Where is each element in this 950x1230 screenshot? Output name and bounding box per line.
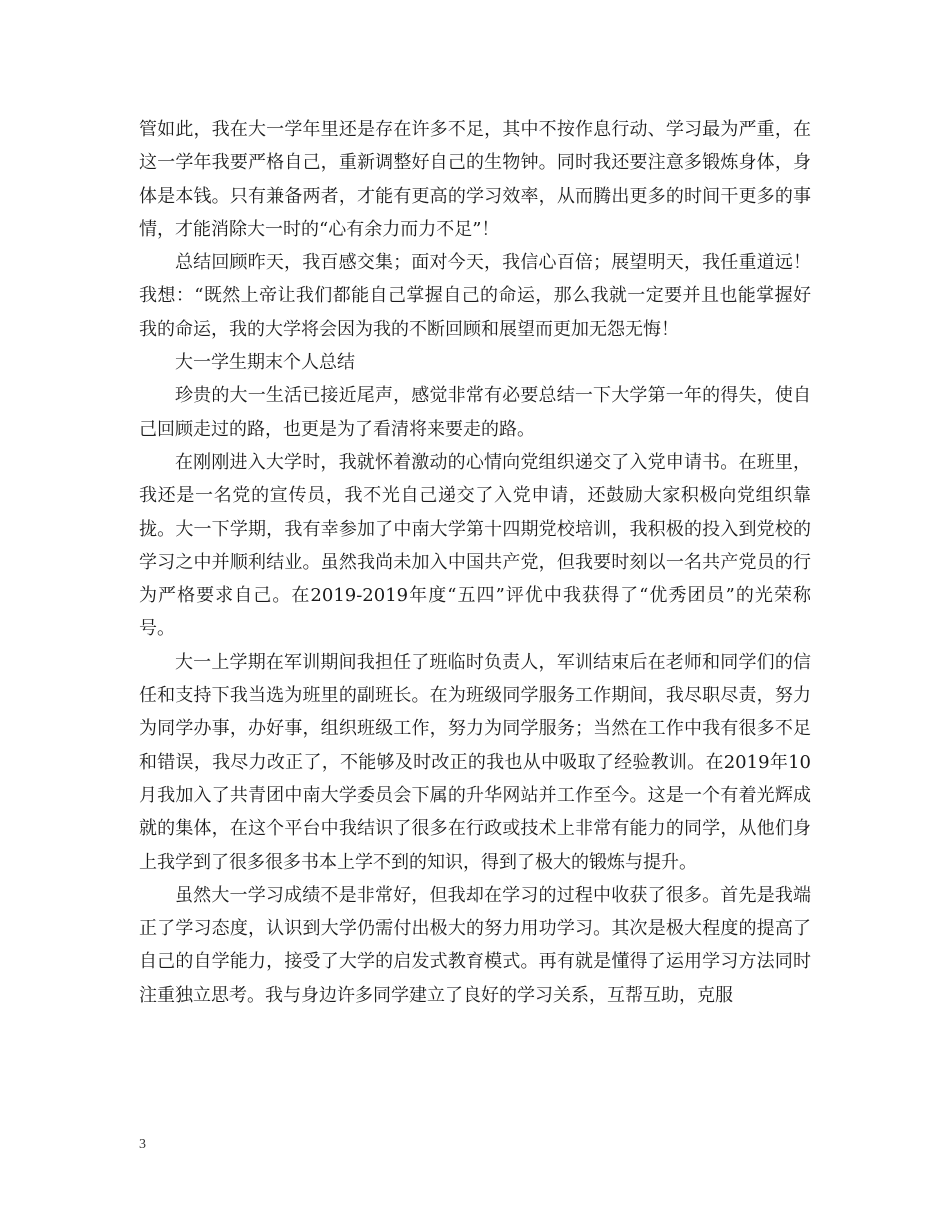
- paragraph: 虽然大一学习成绩不是非常好，但我却在学习的过程中收获了很多。首先是我端正了学习态度，认识到大学仍需付出极大的努力用功学习。其次是极大程度的提高了自己的自学能力，接受了大学的启发式教育模式。再有就是懂得了运用学习方法同时注重独立思考。我与身边许多同学建立了良好的学习关系，互帮互助，克服: [139, 884, 811, 1006]
- document-body: [139, 113, 811, 1012]
- paragraph: 珍贵的大一生活已接近尾声，感觉非常有必要总结一下大学第一年的得失，使自己回顾走过的路，也更是为了看清将来要走的路。: [139, 385, 811, 440]
- paragraph: 总结回顾昨天，我百感交集；面对今天，我信心百倍；展望明天，我任重道远！我想：“既然上帝让我们都能自己掌握自己的命运，那么我就一定要并且也能掌握好我的命运，我的大学将会因为我的不断回顾和展望而更加无怨无悔！: [139, 252, 811, 340]
- paragraph-continued: 管如此，我在大一学年里还是存在许多不足，其中不按作息行动、学习最为严重，在这一学年我要严格自己，重新调整好自己的生物钟。同时我还要注意多锻炼身体，身体是本钱。只有兼备两者，才能有更高的学习效率，从而腾出更多的时间干更多的事情，才能消除大一时的“心有余力而力不足”！: [139, 119, 811, 240]
- page-number: 3: [139, 1137, 146, 1152]
- paragraph: 在刚刚进入大学时，我就怀着激动的心情向党组织递交了入党申请书。在班里，我还是一名党的宣传员，我不光自己递交了入党申请，还鼓励大家积极向党组织靠拢。大一下学期，我有幸参加了中南大学第十四期党校培训，我积极的投入到党校的学习之中并顺利结业。虽然我尚未加入中国共产党，但我要时刻以一名共产党员的行为严格要求自己。在2019-2019年度“五四”评优中我获得了“优秀团员”的光荣称号。: [139, 451, 811, 640]
- paragraph: 大一上学期在军训期间我担任了班临时负责人，军训结束后在老师和同学们的信任和支持下我当选为班里的副班长。在为班级同学服务工作期间，我尽职尽责，努力为同学办事，办好事，组织班级工作，努力为同学服务；当然在工作中我有很多不足和错误，我尽力改正了，不能够及时改正的我也从中吸取了经验教训。在2019年10月我加入了共青团中南大学委员会下属的升华网站并工作至今。这是一个有着光辉成就的集体，在这个平台中我结识了很多在行政或技术上非常有能力的同学，从他们身上我学到了很多很多书本上学不到的知识，得到了极大的锻炼与提升。: [139, 651, 811, 873]
- section-title: 大一学生期末个人总结: [175, 352, 355, 374]
